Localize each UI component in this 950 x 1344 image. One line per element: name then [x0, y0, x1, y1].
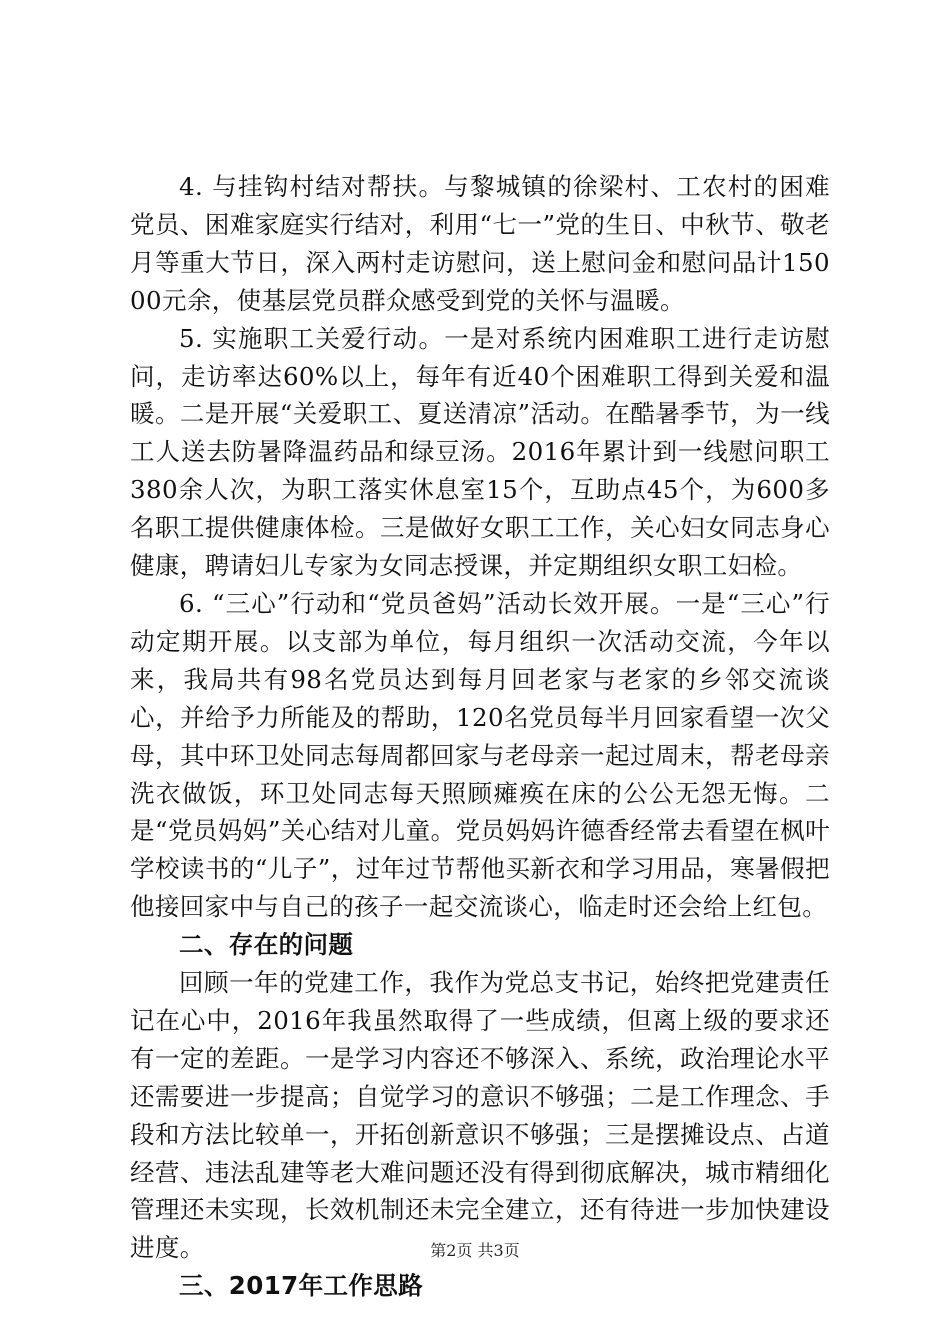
paragraph-three-hearts-action: 6. “三心”行动和“党员爸妈”活动长效开展。一是“三心”行动定期开展。以支部为单位，每月组织一次活动交流，今年以来，我局共有98名党员达到每月回老家与老家的乡邻交流谈心，并给予力所能及的帮助，120名党员每半月回家看望一次父母，其中环卫处同志每周都回家与老母亲一起过周末，帮老母亲洗衣做饭，环卫处同志每天照顾瘫痪在床的公公无怨无悔。二是“党员妈妈”关心结对儿童。党员妈妈许德香经常去看望在枫叶学校读书的“儿子”，过年过节帮他买新衣和学习用品，寒暑假把他接回家中与自己的孩子一起交流谈心，临走时还会给上红包。 [130, 588, 830, 922]
document-body [130, 168, 830, 1305]
section-heading-2017-plan: 三、2017年工作思路 [179, 1271, 424, 1301]
page-number-footer: 第2页 共3页 [430, 1241, 520, 1260]
paragraph-pairing-assistance: 4. 与挂钩村结对帮扶。与黎城镇的徐梁村、工农村的困难党员、困难家庭实行结对，利用“七一”党的生日、中秋节、敬老月等重大节日，深入两村走访慰问，送上慰问金和慰问品计15000元余，使基层党员群众感受到党的关怀与温暖。 [130, 172, 830, 315]
paragraph-problems: 回顾一年的党建工作，我作为党总支书记，始终把党建责任记在心中，2016年我虽然取得了一些成绩，但离上级的要求还有一定的差距。一是学习内容还不够深入、系统，政治理论水平还需要进一步提高；自觉学习的意识不够强；二是工作理念、手段和方法比较单一，开拓创新意识不够强；三是摆摊设点、占道经营、违法乱建等老大难问题还没有得到彻底解决，城市精细化管理还未实现，长效机制还未完全建立，还有待进一步加快建设进度。 [130, 968, 830, 1263]
section-heading-problems: 二、存在的问题 [179, 930, 354, 960]
paragraph-employee-care: 5. 实施职工关爱行动。一是对系统内困难职工进行走访慰问，走访率达60%以上，每年有近40个困难职工得到关爱和温暖。二是开展“关爱职工、夏送清凉”活动。在酷暑季节，为一线工人送去防暑降温药品和绿豆汤。2016年累计到一线慰问职工380余人次，为职工落实休息室15个，互助点45个，为600多名职工提供健康体检。三是做好女职工工作，关心妇女同志身心健康，聘请妇儿专家为女同志授课，并定期组织女职工妇检。 [130, 323, 830, 581]
